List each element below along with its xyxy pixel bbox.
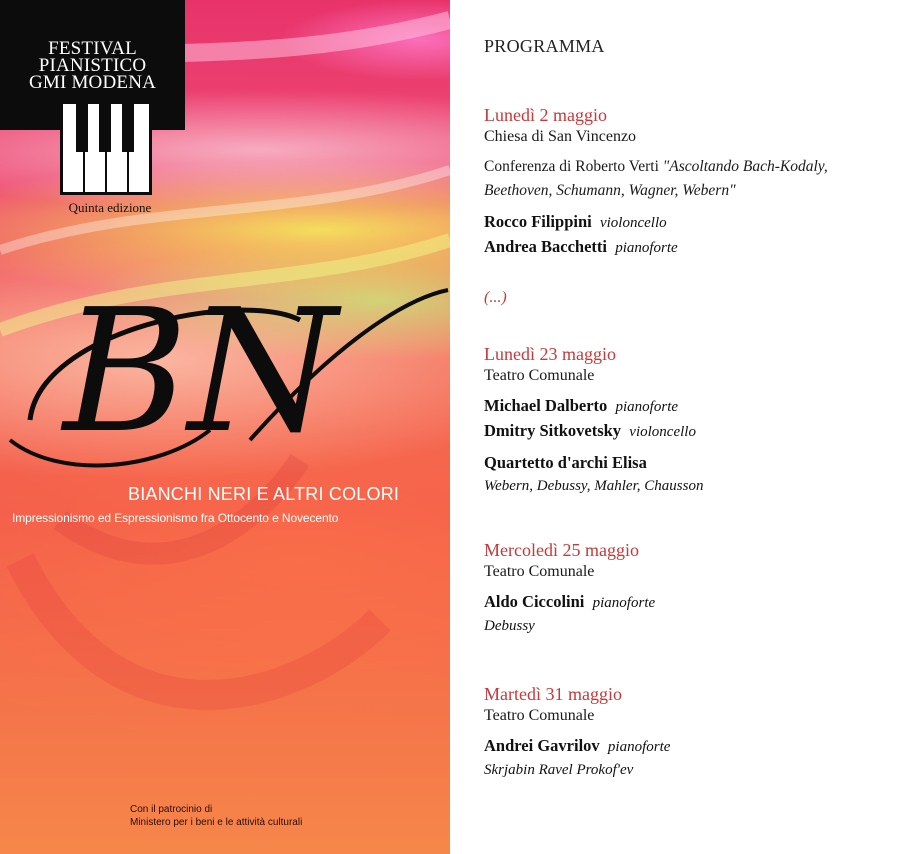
- event-25-may: [484, 539, 894, 637]
- event-repertoire: Webern, Debussy, Mahler, Chausson: [484, 478, 704, 494]
- event-date: Lunedì 23 maggio: [484, 344, 616, 364]
- event-2-may: [484, 104, 894, 260]
- performer: [484, 394, 894, 419]
- event-31-may: [484, 683, 894, 781]
- performer-role: pianoforte: [615, 240, 678, 256]
- performer: [484, 734, 894, 759]
- performer: [484, 419, 894, 444]
- festival-line-3: GMI MODENA: [28, 72, 157, 93]
- event-lecture-note: [484, 155, 894, 203]
- programme-heading: PROGRAMMA: [484, 36, 605, 56]
- bn-monogram: [0, 270, 450, 490]
- event-venue: Teatro Comunale: [484, 367, 595, 384]
- performer-name: Aldo Ciccolini: [484, 592, 585, 611]
- patronage-line-2: Ministero per i beni e le attività culturali: [130, 817, 303, 828]
- performer: [484, 590, 894, 615]
- event-title: BIANCHI NERI E ALTRI COLORI: [128, 484, 400, 504]
- omitted-events-ellipsis: (...): [484, 289, 507, 306]
- event-repertoire: Skrjabin Ravel Prokof'ev: [484, 762, 634, 778]
- lecture-title: "Ascoltando Bach-Kodaly, Beethoven, Schumann, Wagner, Webern": [484, 158, 828, 199]
- event-date: Lunedì 2 maggio: [484, 105, 607, 125]
- performer-name: Andrea Bacchetti: [484, 237, 607, 256]
- festival-line-1: FESTIVAL: [48, 38, 137, 59]
- event-venue: Chiesa di San Vincenzo: [484, 128, 637, 145]
- performer-name: Rocco Filippini: [484, 212, 592, 231]
- performer-name: Andrei Gavrilov: [484, 736, 600, 755]
- edition-label: Quinta edizione: [68, 200, 152, 215]
- event-23-may: [484, 343, 894, 497]
- performer-name: Quartetto d'archi Elisa: [484, 453, 647, 472]
- patronage-note: [130, 803, 440, 829]
- piano-keys-icon: [60, 100, 152, 195]
- event-repertoire: Debussy: [484, 618, 535, 634]
- programme-panel: [484, 0, 894, 854]
- event-venue: Teatro Comunale: [484, 707, 595, 724]
- performer-role: pianoforte: [592, 595, 656, 611]
- performer-name: Michael Dalberto: [484, 396, 608, 415]
- festival-line-2: PIANISTICO: [38, 55, 147, 76]
- performer-role: violoncello: [599, 215, 667, 231]
- event-venue: Teatro Comunale: [484, 563, 595, 580]
- performer-role: pianoforte: [607, 739, 671, 755]
- performer: [484, 210, 894, 235]
- bn-monogram-text: BN: [63, 273, 337, 471]
- performer: [484, 451, 894, 475]
- lecture-prefix: Conferenza di Roberto Verti: [484, 158, 663, 175]
- event-date: Mercoledì 25 maggio: [484, 540, 639, 560]
- performer-role: pianoforte: [615, 399, 679, 415]
- event-date: Martedì 31 maggio: [484, 684, 622, 704]
- performer-role: violoncello: [629, 424, 696, 440]
- performer: [484, 235, 894, 260]
- event-subtitle: Impressionismo ed Espressionismo fra Ottocento e Novecento: [12, 511, 339, 525]
- performer-name: Dmitry Sitkovetsky: [484, 421, 622, 440]
- patronage-line-1: Con il patrocinio di: [130, 804, 213, 815]
